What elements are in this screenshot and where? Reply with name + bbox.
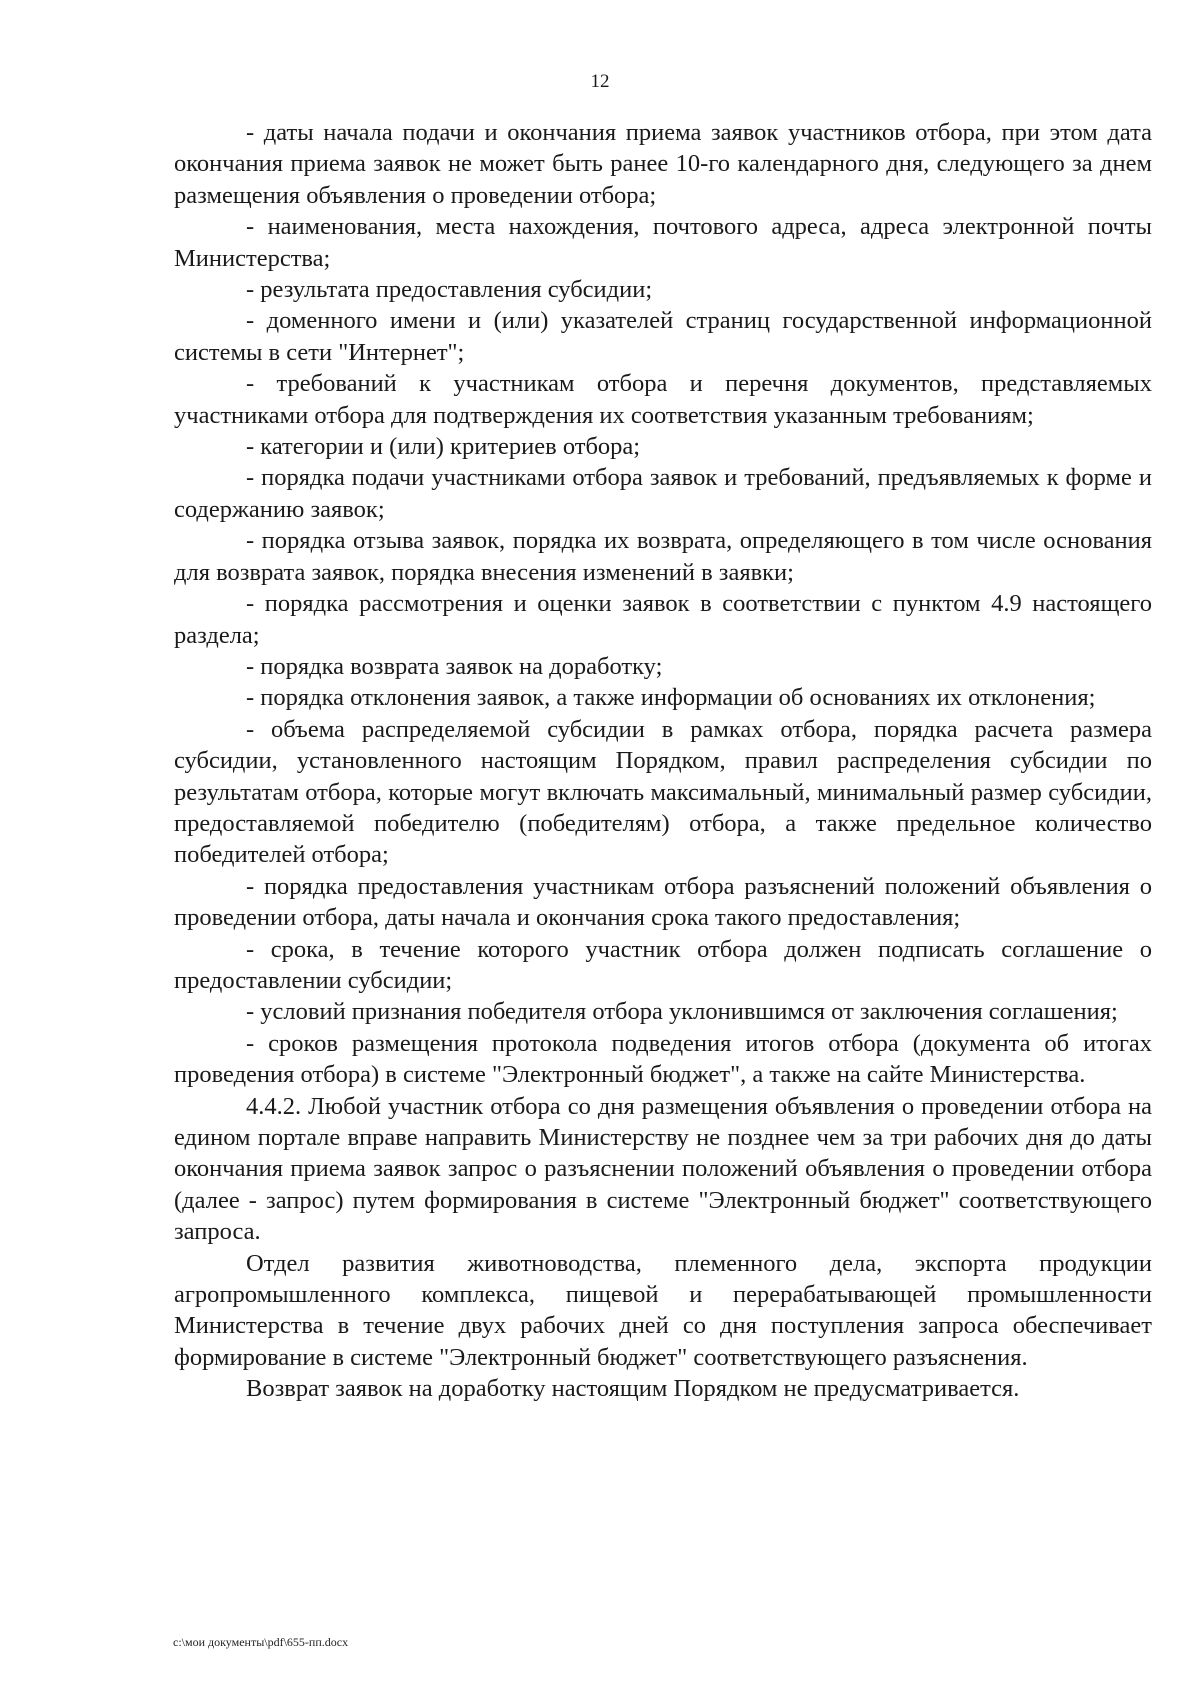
- paragraph: - категории и (или) критериев отбора;: [246, 433, 641, 461]
- document-body: [174, 117, 1152, 1405]
- paragraph: - порядка отклонения заявок, а также информации об основаниях их отклонения;: [246, 684, 1096, 712]
- page-number: 12: [590, 71, 610, 92]
- paragraph: - объема распределяемой субсидии в рамках отбора, порядка расчета размера субсидии, установленного настоящим Порядком, правил распределения субсидии по результатам отбора, которые могут включать максимальный, минимальный размер субсидии, предоставляемой победителю (победителям) отбора, а также предельное количество победителей отбора;: [174, 715, 1152, 869]
- paragraph: - условий признания победителя отбора уклонившимся от заключения соглашения;: [246, 998, 1118, 1026]
- paragraph: - порядка рассмотрения и оценки заявок в соответствии с пунктом 4.9 настоящего раздела;: [174, 590, 1152, 649]
- paragraph: Отдел развития животноводства, племенного дела, экспорта продукции агропромышленного комплекса, пищевой и перерабатывающей промышленности Министерства в течение двух рабочих дней со дня поступления запроса обеспечивает формирование в системе "Электронный бюджет" соответствующего разъяснения.: [174, 1249, 1152, 1371]
- paragraph: - даты начала подачи и окончания приема заявок участников отбора, при этом дата окончания приема заявок не может быть ранее 10-го календарного дня, следующего за днем размещения объявления о проведении отбора;: [174, 119, 1152, 209]
- paragraph: Возврат заявок на доработку настоящим Порядком не предусматривается.: [246, 1375, 1020, 1403]
- paragraph: - результата предоставления субсидии;: [246, 276, 653, 304]
- paragraph: - наименования, места нахождения, почтового адреса, адреса электронной почты Министерства;: [174, 213, 1152, 272]
- paragraph: - срока, в течение которого участник отбора должен подписать соглашение о предоставлении субсидии;: [174, 935, 1152, 994]
- paragraph: - порядка предоставления участникам отбора разъяснений положений объявления о проведении отбора, даты начала и окончания срока такого предоставления;: [174, 872, 1152, 932]
- footer-file-path: c:\мои документы\pdf\655-пп.docx: [173, 1635, 349, 1649]
- paragraph: - порядка отзыва заявок, порядка их возврата, определяющего в том числе основания для возврата заявок, порядка внесения изменений в заявки;: [174, 527, 1152, 586]
- paragraph: - сроков размещения протокола подведения итогов отбора (документа об итогах проведения отбора) в системе "Электронный бюджет", а также на сайте Министерства.: [174, 1029, 1152, 1089]
- paragraph: - порядка возврата заявок на доработку;: [246, 652, 663, 680]
- paragraph: - доменного имени и (или) указателей страниц государственной информационной системы в сети "Интернет";: [174, 307, 1152, 366]
- paragraph: 4.4.2. Любой участник отбора со дня размещения объявления о проведении отбора на едином портале вправе направить Министерству не позднее чем за три рабочих дня до даты окончания приема заявок запрос о разъяснении положений объявления о проведении отбора (далее - запрос) путем формирования в системе "Электронный бюджет" соответствующего запроса.: [174, 1092, 1152, 1246]
- paragraph: - порядка подачи участниками отбора заявок и требований, предъявляемых к форме и содержанию заявок;: [174, 464, 1152, 523]
- paragraph: - требований к участникам отбора и перечня документов, представляемых участниками отбора для подтверждения их соответствия указанным требованиям;: [174, 370, 1152, 429]
